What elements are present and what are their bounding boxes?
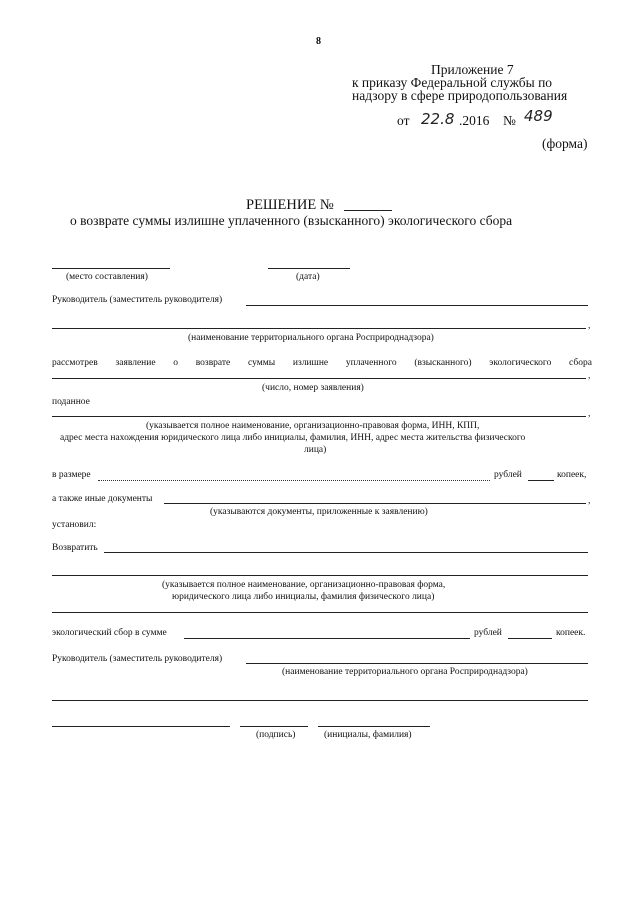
decision-number-line — [344, 210, 392, 211]
word: суммы — [248, 358, 276, 368]
amount-label: в размере — [52, 470, 91, 480]
kopecks-line-2 — [508, 638, 552, 639]
amount-line — [98, 480, 490, 481]
territorial-line-2 — [52, 700, 588, 701]
established-label: установил: — [52, 520, 97, 530]
comma: , — [588, 371, 591, 381]
word: о — [173, 358, 179, 368]
comma: , — [588, 409, 591, 419]
number-sign: № — [503, 113, 516, 128]
comma: , — [588, 321, 591, 331]
docs-line — [164, 503, 586, 504]
territorial-caption: (наименование территориального органа Росприроднадзора) — [188, 333, 434, 343]
word: уплаченного — [345, 358, 397, 368]
word: излишне — [292, 358, 329, 368]
initials-line — [318, 726, 430, 727]
submitted-line — [52, 416, 586, 417]
docs-caption: (указываются документы, приложенные к заявлению) — [210, 507, 428, 517]
submitted-label: поданное — [52, 397, 90, 407]
handwritten-number: 489 — [524, 107, 553, 125]
date-year: .2016 — [459, 113, 490, 128]
initials-caption: (инициалы, фамилия) — [324, 730, 412, 740]
return-line-2 — [52, 575, 588, 576]
comma: , — [588, 496, 591, 506]
position-line — [52, 726, 230, 727]
return-label: Возвратить — [52, 543, 98, 553]
appendix-title: Приложение 7 — [431, 62, 514, 77]
return-caption-2: юридического лица либо инициалы, фамилия физического лица) — [172, 592, 435, 602]
word: (взысканного) — [414, 358, 472, 368]
place-line — [52, 268, 170, 269]
place-caption: (место составления) — [66, 272, 148, 282]
head-line — [246, 305, 588, 306]
org-caption-3: лица) — [304, 445, 327, 455]
rubles-label: рублей — [494, 470, 522, 480]
page-number: 8 — [316, 36, 321, 47]
word: экологического — [489, 358, 552, 368]
date-line — [268, 268, 350, 269]
date-caption: (дата) — [296, 272, 320, 282]
application-line — [52, 378, 586, 379]
head-line-2 — [246, 663, 588, 664]
decision-subtitle: о возврате суммы излишне уплаченного (взысканного) экологического сбора — [70, 213, 513, 228]
kopecks-label: копеек, — [557, 470, 587, 480]
considered-line — [52, 358, 592, 368]
date-prefix: от — [397, 113, 410, 128]
decision-title: РЕШЕНИЕ № — [246, 197, 334, 213]
territorial-caption-2: (наименование территориального органа Росприроднадзора) — [282, 667, 528, 677]
signature-caption: (подпись) — [256, 730, 296, 740]
org-caption-2: адрес места нахождения юридического лица либо инициалы, фамилия, ИНН, адрес места жительства физического — [60, 433, 526, 443]
order-line: к приказу Федеральной службы по — [352, 75, 553, 90]
word: рассмотрев — [52, 358, 98, 368]
return-line — [104, 552, 588, 553]
rubles-label-2: рублей — [474, 628, 502, 638]
handwritten-date: 22.8 — [421, 110, 455, 128]
eco-sum-line — [184, 638, 470, 639]
word: сбора — [569, 358, 592, 368]
signature-line — [240, 726, 308, 727]
territorial-line — [52, 328, 586, 329]
word: заявление — [115, 358, 156, 368]
kopecks-line — [528, 480, 554, 481]
head-label-2: Руководитель (заместитель руководителя) — [52, 654, 223, 664]
return-line-3 — [52, 612, 588, 613]
eco-sum-label: экологический сбор в сумме — [52, 628, 167, 638]
agency-line: надзору в сфере природопользования — [352, 88, 568, 103]
also-docs-label: а также иные документы — [52, 494, 153, 504]
org-caption-1: (указывается полное наименование, организационно-правовая форма, ИНН, КПП, — [146, 421, 480, 431]
return-caption-1: (указывается полное наименование, организационно-правовая форма, — [162, 580, 446, 590]
kopecks-label-2: копеек. — [556, 628, 586, 638]
head-label: Руководитель (заместитель руководителя) — [52, 295, 223, 305]
application-caption: (число, номер заявления) — [262, 383, 364, 393]
form-label: (форма) — [542, 136, 588, 151]
word: возврате — [195, 358, 231, 368]
